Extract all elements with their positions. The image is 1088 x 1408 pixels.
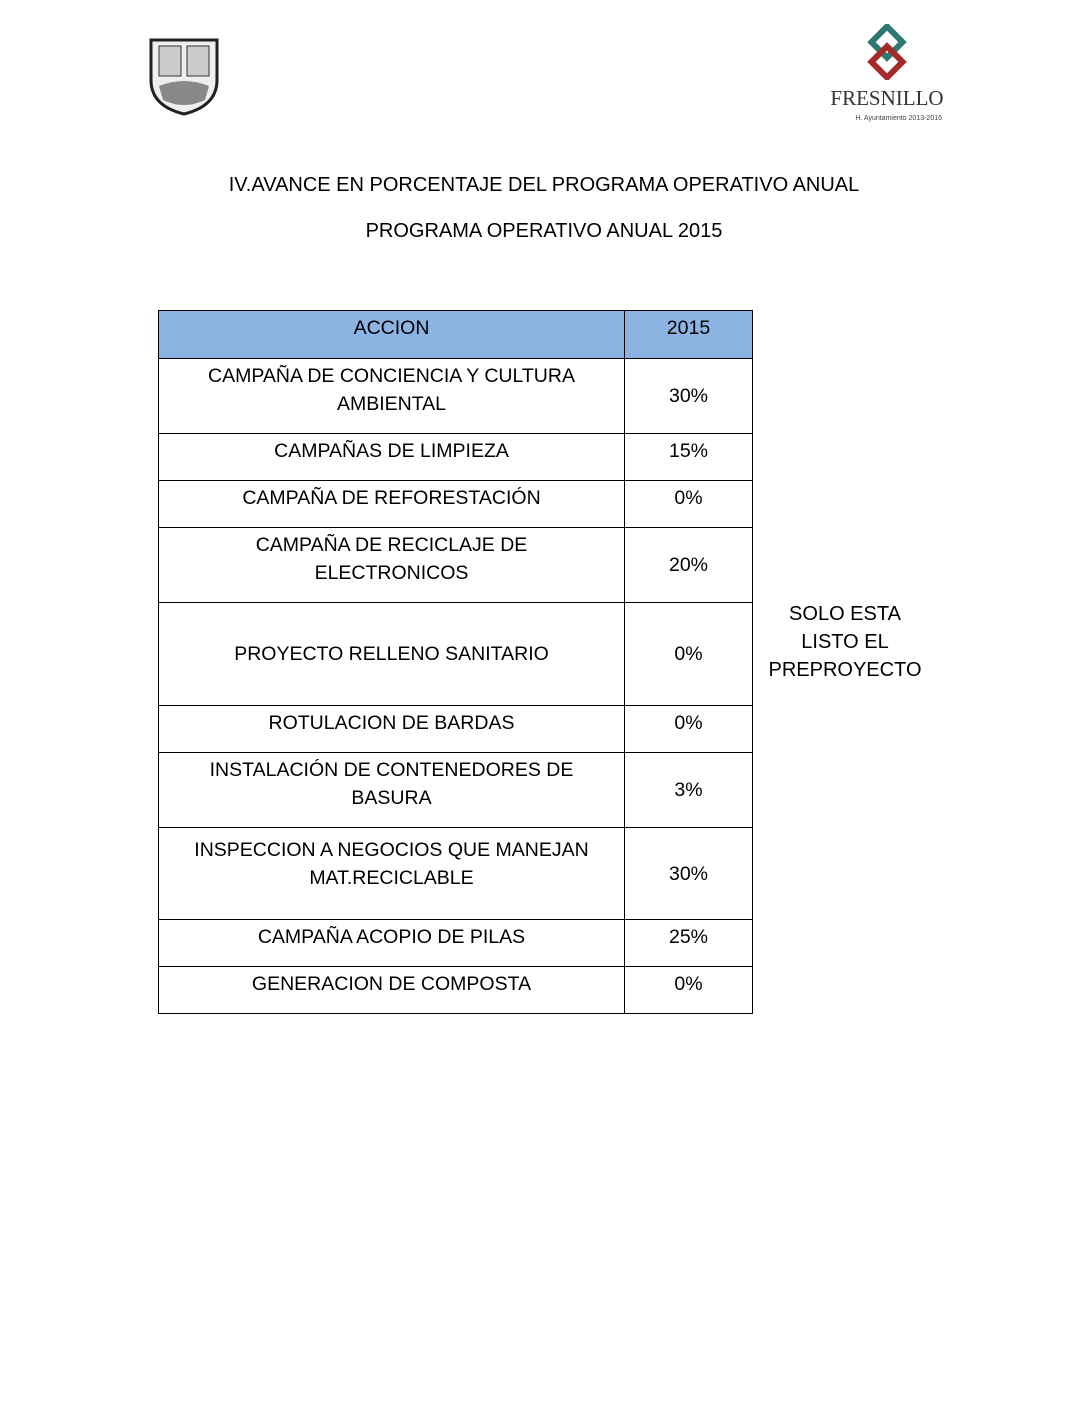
document-subtitle: PROGRAMA OPERATIVO ANUAL 2015: [365, 220, 723, 242]
fresnillo-logo-text: FRESNILLO: [830, 86, 944, 110]
value-cell: 20%: [625, 528, 753, 603]
fresnillo-logo-subtitle: H. Ayuntamiento 2013-2016: [855, 115, 942, 122]
value-cell: 30%: [625, 828, 753, 920]
value-cell: 25%: [625, 920, 753, 967]
progress-table: [158, 310, 753, 1014]
accion-cell: CAMPAÑAS DE LIMPIEZA: [159, 434, 625, 481]
column-header-2015: 2015: [625, 311, 753, 359]
table-row: [159, 359, 753, 434]
table-row: [159, 967, 753, 1014]
value-cell: 15%: [625, 434, 753, 481]
fresnillo-emblem-icon: [828, 24, 946, 80]
value-cell: 0%: [625, 967, 753, 1014]
value-cell: 3%: [625, 753, 753, 828]
accion-cell: ROTULACION DE BARDAS: [159, 706, 625, 753]
table-header-row: [159, 311, 753, 359]
table-row: [159, 828, 753, 920]
table-row: [159, 753, 753, 828]
accion-cell: INSTALACIÓN DE CONTENEDORES DE BASURA: [159, 753, 625, 828]
accion-cell: INSPECCION A NEGOCIOS QUE MANEJAN MAT.RECICLABLE: [159, 828, 625, 920]
accion-cell: GENERACION DE COMPOSTA: [159, 967, 625, 1014]
table-row: [159, 706, 753, 753]
table-row: [159, 920, 753, 967]
side-note: SOLO ESTA LISTO EL PREPROYECTO: [768, 603, 922, 681]
accion-cell: CAMPAÑA DE CONCIENCIA Y CULTURA AMBIENTAL: [159, 359, 625, 434]
value-cell: 30%: [625, 359, 753, 434]
table-row: [159, 528, 753, 603]
accion-cell: PROYECTO RELLENO SANITARIO: [159, 603, 625, 706]
accion-cell: CAMPAÑA ACOPIO DE PILAS: [159, 920, 625, 967]
table-row: [159, 481, 753, 528]
fresnillo-logo: [828, 24, 946, 124]
municipal-crest-logo: [147, 36, 221, 116]
accion-cell: CAMPAÑA DE REFORESTACIÓN: [159, 481, 625, 528]
value-cell: 0%: [625, 603, 753, 706]
table-row: [159, 603, 753, 706]
document-title: IV.AVANCE EN PORCENTAJE DEL PROGRAMA OPERATIVO ANUAL: [228, 174, 860, 196]
column-header-accion: ACCION: [159, 311, 625, 359]
value-cell: 0%: [625, 706, 753, 753]
value-cell: 0%: [625, 481, 753, 528]
accion-cell: CAMPAÑA DE RECICLAJE DE ELECTRONICOS: [159, 528, 625, 603]
table-row: [159, 434, 753, 481]
